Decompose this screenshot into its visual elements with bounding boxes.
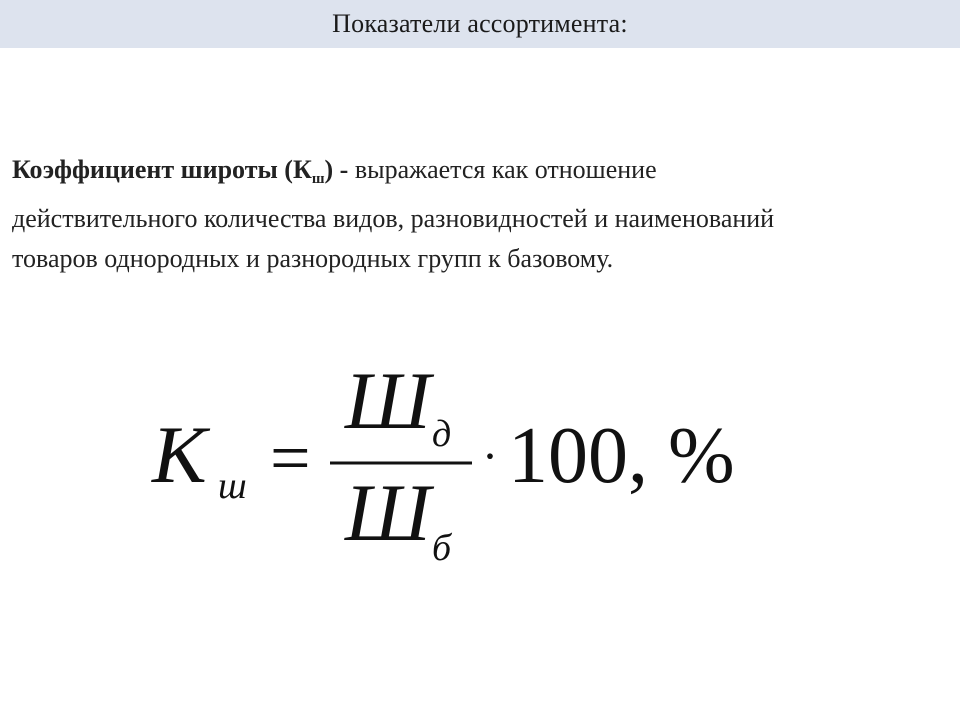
- formula-equals-sign: =: [270, 418, 311, 498]
- formula-lhs-symbol: К: [152, 409, 207, 500]
- term-label: Коэффициент широты (К: [12, 155, 312, 184]
- formula-lhs-subscript: ш: [218, 465, 247, 507]
- term-subscript: ш: [311, 171, 325, 187]
- formula-multiplier: 100, %: [508, 412, 735, 500]
- term-close-paren: ): [324, 155, 334, 184]
- definition-line-3: товаров однородных и разнородных групп к базовому.: [12, 244, 614, 273]
- formula-denominator-subscript: б: [432, 527, 452, 569]
- formula-multiply-dot: ·: [482, 430, 498, 483]
- formula-denominator-symbol: Ш: [345, 467, 431, 558]
- formula-numerator-symbol: Ш: [345, 355, 431, 446]
- term-dash: -: [333, 155, 355, 184]
- definition-line-2: действительного количества видов, разновидностей и наименований: [12, 204, 775, 233]
- formula-numerator-subscript: д: [432, 413, 452, 455]
- slide-title: Показатели ассортимента:: [332, 9, 628, 38]
- definition-line-1-text: выражается как отношение: [354, 155, 657, 184]
